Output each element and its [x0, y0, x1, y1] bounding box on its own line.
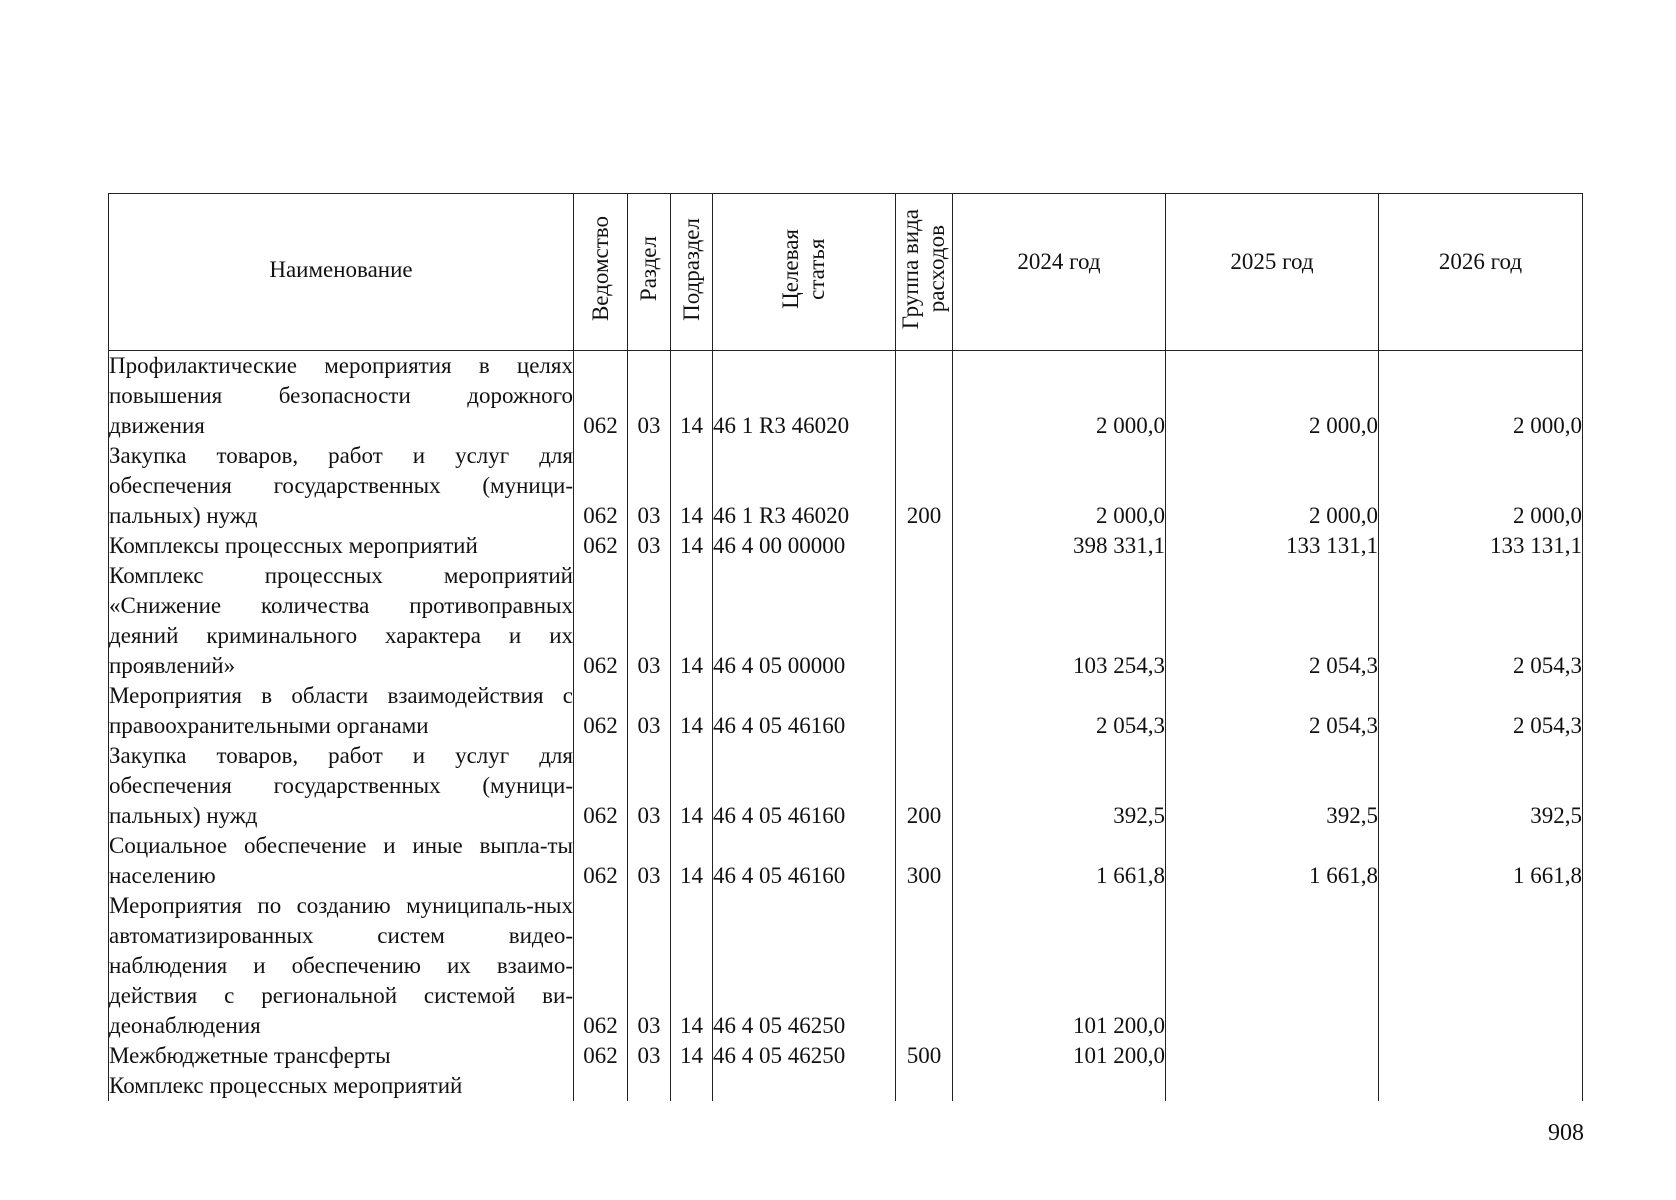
- cell-gruppa-vida: [896, 561, 953, 681]
- cell-vedomstvo: 062: [574, 561, 628, 681]
- cell-podrazdel: 14: [671, 531, 713, 561]
- table-row: [109, 681, 1583, 741]
- cell-tselevaya-statya: 46 4 05 46250: [713, 1041, 896, 1071]
- cell-2024: 103 254,3: [953, 561, 1166, 681]
- cell-podrazdel: 14: [671, 741, 713, 831]
- cell-gruppa-vida: 500: [896, 1041, 953, 1071]
- cell-razdel: 03: [628, 561, 671, 681]
- cell-razdel: 03: [628, 441, 671, 531]
- cell-podrazdel: 14: [671, 1041, 713, 1071]
- table-row: [109, 351, 1583, 442]
- cell-tselevaya-statya: 46 4 05 46160: [713, 681, 896, 741]
- cell-2026: 133 131,1: [1379, 531, 1583, 561]
- table-row: [109, 741, 1583, 831]
- cell-2024: 1 661,8: [953, 831, 1166, 891]
- cell-razdel: 03: [628, 1041, 671, 1071]
- cell-2024: 2 054,3: [953, 681, 1166, 741]
- cell-tselevaya-statya: 46 1 R3 46020: [713, 441, 896, 531]
- header-tselevaya-line2: статья: [804, 238, 829, 300]
- table-row: [109, 1041, 1583, 1071]
- cell-gruppa-vida: [896, 681, 953, 741]
- cell-2024: 101 200,0: [953, 1041, 1166, 1071]
- cell-razdel: 03: [628, 351, 671, 442]
- cell-name: Закупка товаров, работ и услуг для обеспечения государственных (муници-пальных) нужд: [109, 441, 574, 531]
- cell-vedomstvo: 062: [574, 441, 628, 531]
- cell-gruppa-vida: [896, 351, 953, 442]
- cell-2024: 101 200,0: [953, 891, 1166, 1041]
- cell-name: Профилактические мероприятия в целях повышения безопасности дорожного движения: [109, 351, 574, 442]
- cell-name: Закупка товаров, работ и услуг для обеспечения государственных (муници-пальных) нужд: [109, 741, 574, 831]
- cell-2025: 2 000,0: [1166, 351, 1379, 442]
- cell-gruppa-vida: 200: [896, 441, 953, 531]
- header-tselevaya-line1: Целевая: [778, 229, 804, 309]
- cell-2025: 133 131,1: [1166, 531, 1379, 561]
- cell-2026: 2 000,0: [1379, 441, 1583, 531]
- cell-2024: [953, 1071, 1166, 1101]
- cell-2025: [1166, 1071, 1379, 1101]
- cell-name: Межбюджетные трансферты: [109, 1041, 574, 1071]
- cell-gruppa-vida: [896, 891, 953, 1041]
- cell-name: Комплекс процессных мероприятий: [109, 1071, 574, 1101]
- header-2026: 2026 год: [1379, 194, 1583, 351]
- cell-2026: 2 000,0: [1379, 351, 1583, 442]
- header-name: Наименование: [109, 194, 574, 351]
- header-podrazdel: Подраздел: [671, 194, 713, 351]
- cell-razdel: 03: [628, 891, 671, 1041]
- cell-2026: 2 054,3: [1379, 561, 1583, 681]
- cell-razdel: 03: [628, 681, 671, 741]
- cell-podrazdel: 14: [671, 441, 713, 531]
- header-razdel: Раздел: [628, 194, 671, 351]
- table-row: [109, 561, 1583, 681]
- header-tselevaya-statya: [713, 194, 896, 351]
- cell-tselevaya-statya: 46 4 05 46250: [713, 891, 896, 1041]
- cell-2025: 2 000,0: [1166, 441, 1379, 531]
- cell-gruppa-vida: [896, 531, 953, 561]
- cell-2025: [1166, 1041, 1379, 1071]
- cell-podrazdel: 14: [671, 351, 713, 442]
- cell-2025: [1166, 891, 1379, 1041]
- cell-podrazdel: 14: [671, 681, 713, 741]
- cell-2026: [1379, 1041, 1583, 1071]
- cell-gruppa-vida: [896, 1071, 953, 1101]
- header-2024: 2024 год: [953, 194, 1166, 351]
- cell-2026: 1 661,8: [1379, 831, 1583, 891]
- cell-tselevaya-statya: 46 1 R3 46020: [713, 351, 896, 442]
- cell-vedomstvo: 062: [574, 531, 628, 561]
- header-gruppa-vida-raskhodov: [896, 194, 953, 351]
- cell-vedomstvo: 062: [574, 891, 628, 1041]
- cell-2025: 392,5: [1166, 741, 1379, 831]
- cell-tselevaya-statya: 46 4 05 46160: [713, 741, 896, 831]
- table-row: [109, 531, 1583, 561]
- cell-gruppa-vida: 200: [896, 741, 953, 831]
- table-row: [109, 441, 1583, 531]
- table-row: [109, 891, 1583, 1041]
- header-vedomstvo: Ведомство: [574, 194, 628, 351]
- cell-razdel: 03: [628, 831, 671, 891]
- cell-2025: 2 054,3: [1166, 681, 1379, 741]
- cell-vedomstvo: 062: [574, 831, 628, 891]
- cell-2025: 2 054,3: [1166, 561, 1379, 681]
- cell-vedomstvo: 062: [574, 351, 628, 442]
- cell-2024: 2 000,0: [953, 351, 1166, 442]
- cell-2025: 1 661,8: [1166, 831, 1379, 891]
- table-row: [109, 831, 1583, 891]
- cell-razdel: 03: [628, 741, 671, 831]
- cell-2024: 398 331,1: [953, 531, 1166, 561]
- table-row: [109, 1071, 1583, 1101]
- cell-vedomstvo: 062: [574, 1041, 628, 1071]
- cell-2026: [1379, 1071, 1583, 1101]
- page-number: 908: [1548, 1120, 1584, 1146]
- cell-name: Мероприятия по созданию муниципаль-ных автоматизированных систем видео-наблюдения и обеспечению их взаимо-действия с региональной системой ви-деонаблюдения: [109, 891, 574, 1041]
- cell-podrazdel: [671, 1071, 713, 1101]
- cell-gruppa-vida: 300: [896, 831, 953, 891]
- cell-name: Комплексы процессных мероприятий: [109, 531, 574, 561]
- cell-podrazdel: 14: [671, 891, 713, 1041]
- cell-vedomstvo: 062: [574, 741, 628, 831]
- cell-podrazdel: 14: [671, 561, 713, 681]
- header-gruppa-line2: расходов: [924, 225, 949, 313]
- cell-2026: 2 054,3: [1379, 681, 1583, 741]
- cell-podrazdel: 14: [671, 831, 713, 891]
- cell-name: Социальное обеспечение и иные выпла-ты населению: [109, 831, 574, 891]
- cell-2024: 2 000,0: [953, 441, 1166, 531]
- header-2025: 2025 год: [1166, 194, 1379, 351]
- table-header-row: [109, 194, 1583, 351]
- cell-tselevaya-statya: 46 4 00 00000: [713, 531, 896, 561]
- cell-2026: 392,5: [1379, 741, 1583, 831]
- cell-2024: 392,5: [953, 741, 1166, 831]
- cell-vedomstvo: [574, 1071, 628, 1101]
- cell-tselevaya-statya: [713, 1071, 896, 1101]
- cell-razdel: 03: [628, 531, 671, 561]
- cell-razdel: [628, 1071, 671, 1101]
- cell-tselevaya-statya: 46 4 05 46160: [713, 831, 896, 891]
- cell-tselevaya-statya: 46 4 05 00000: [713, 561, 896, 681]
- cell-name: Мероприятия в области взаимодействия с правоохранительными органами: [109, 681, 574, 741]
- cell-2026: [1379, 891, 1583, 1041]
- budget-table: [108, 193, 1583, 1101]
- cell-vedomstvo: 062: [574, 681, 628, 741]
- header-gruppa-line1: Группа вида: [898, 208, 924, 330]
- cell-name: Комплекс процессных мероприятий «Снижение количества противоправных деяний криминального характера и их проявлений»: [109, 561, 574, 681]
